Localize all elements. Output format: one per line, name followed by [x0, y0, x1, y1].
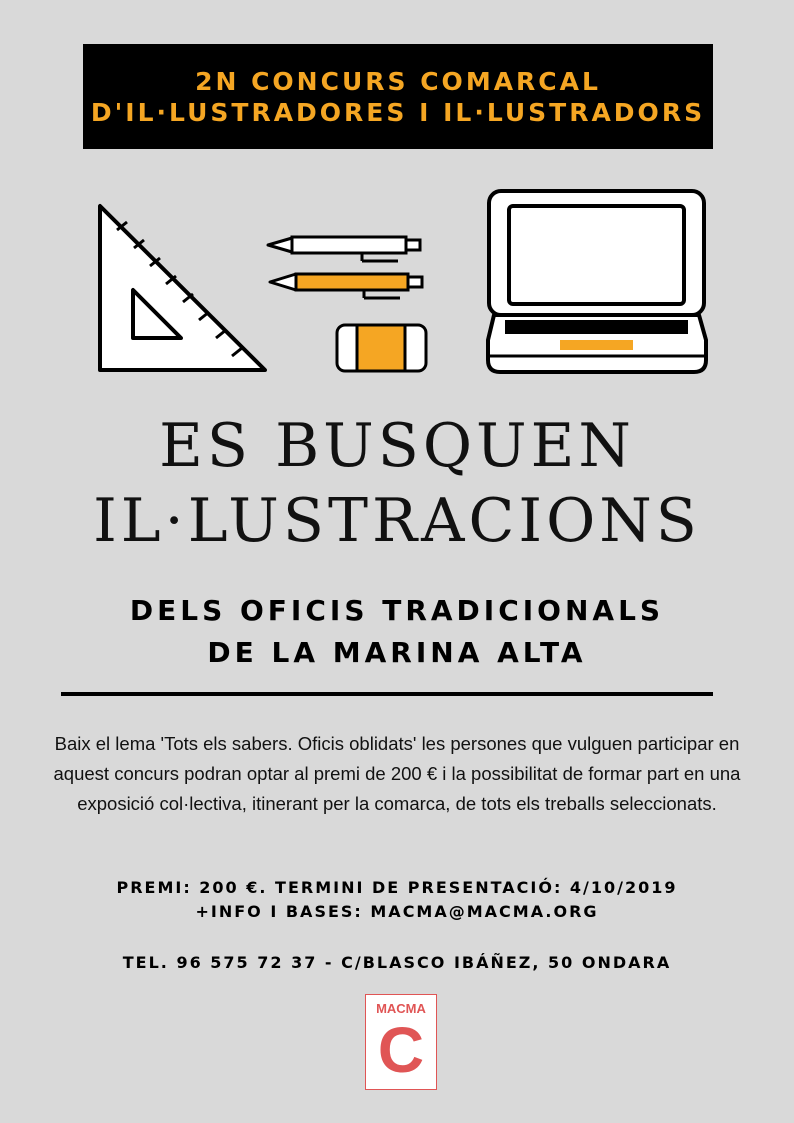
- illustration: [0, 0, 794, 400]
- subheadline-line2: DE LA MARINA ALTA: [207, 636, 587, 669]
- header-title-line1: 2N CONCURS COMARCAL: [195, 66, 601, 96]
- logo-letter: C: [377, 1014, 425, 1086]
- contact-text: +INFO I BASES: MACMA@MACMA.ORG: [195, 902, 599, 921]
- logo-name: MACMA: [376, 1001, 426, 1016]
- headline-line2: IL·LUSTRACIONS: [93, 486, 701, 556]
- macma-logo: [365, 994, 437, 1090]
- laptop-icon: [488, 191, 706, 372]
- pencil-icon: [270, 274, 422, 298]
- eraser-icon: [337, 325, 426, 371]
- description-text: Baix el lema 'Tots els sabers. Oficis oblidats' les persones que vulguen participar en aquest concurs podran optar al premi de 200 € i la possibilitat de formar part en una exposició col·lectiva, itinerant per la comarca, de tots els treballs seleccionats.: [53, 733, 741, 814]
- prize-deadline-text: PREMI: 200 €. TERMINI DE PRESENTACIÓ: 4/10/2019: [116, 878, 678, 897]
- subheadline-line1: DELS OFICIS TRADICIONALS: [129, 594, 665, 627]
- headline-line1: ES BUSQUEN: [159, 411, 635, 481]
- header-title-line2: D'IL·LUSTRADORES I IL·LUSTRADORS: [90, 97, 706, 127]
- address-text: TEL. 96 575 72 37 - C/BLASCO IBÁÑEZ, 50 ONDARA: [122, 953, 672, 972]
- set-square-icon: [100, 206, 265, 370]
- divider: [61, 692, 713, 696]
- pen-icon: [268, 237, 420, 261]
